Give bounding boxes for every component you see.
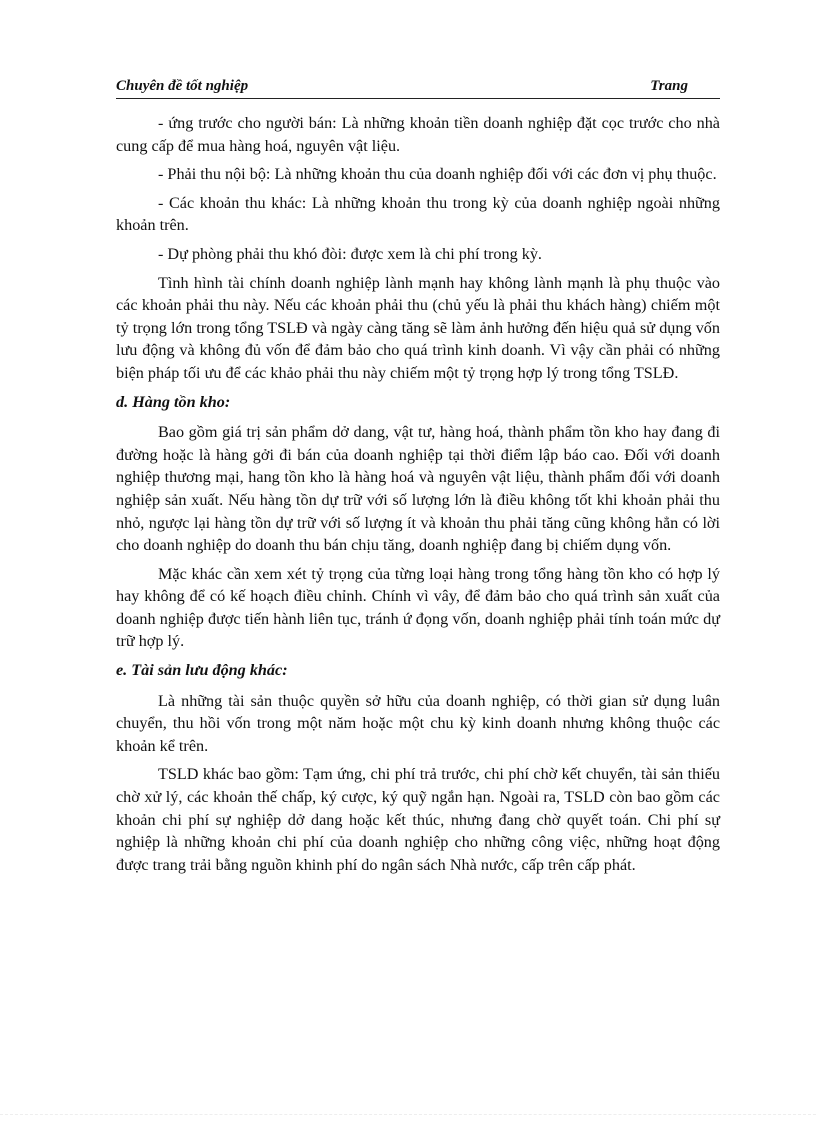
paragraph-other-assets-items: TSLD khác bao gồm: Tạm ứng, chi phí trả trước, chi phí chờ kết chuyển, tài sản thiếu chờ xử lý, các khoản thế chấp, ký cược, ký quỹ ngắn hạn. Ngoài ra, TSLD còn bao gồm các khoản chi phí sự nghiệp dở dang hoặc kết thúc, nhưng đang chờ quyết toán. Chi phí sự nghiệp là những khoản chi phí của doanh nghiệp cho những công việc, những hoạt động được trang trải bằng nguồn khinh phí do ngân sách Nhà nước, cấp trên cấp phát. bbox=[116, 765, 720, 874]
page-label: Trang bbox=[650, 78, 688, 94]
paragraph-advance-to-seller: - ứng trước cho người bán: Là những khoản tiền doanh nghiệp đặt cọc trước cho nhà cung cấp để mua hàng hoá, nguyên vật liệu. bbox=[116, 114, 720, 155]
heading-other-current-assets: e. Tài sản lưu động khác: bbox=[116, 661, 288, 680]
heading-inventory: d. Hàng tồn kho: bbox=[116, 392, 231, 411]
paragraph-other-assets-definition: Là những tài sản thuộc quyền sở hữu của doanh nghiệp, có thời gian sử dụng luân chuyển, thu hồi vốn trong một năm hoặc một chu kỳ kinh doanh nhưng không thuộc các khoản kể trên. bbox=[116, 691, 720, 755]
paragraph-bad-debt-provision: - Dự phòng phải thu khó đòi: được xem là chi phí trong kỳ. bbox=[158, 244, 542, 263]
paragraph-financial-health: Tình hình tài chính doanh nghiệp lành mạnh hay không lành mạnh là phụ thuộc vào các khoản phải thu này. Nếu các khoản phải thu (chủ yếu là phải thu khách hàng) chiếm một tỷ trọng lớn trong tổng TSLĐ và ngày càng tăng sẽ làm ảnh hưởng đến hiệu quả sử dụng vốn lưu động và không đủ vốn để đảm bảo cho quá trình kinh doanh. Vì vậy cần phải có những biện pháp tối ưu để các khảo phải thu này chiếm một tỷ trọng hợp lý trong tổng TSLĐ. bbox=[116, 273, 720, 382]
page-bottom-rule bbox=[0, 1114, 816, 1115]
paragraph-internal-receivables: - Phải thu nội bộ: Là những khoản thu của doanh nghiệp đối với các đơn vị phụ thuộc. bbox=[158, 165, 717, 184]
paragraph-inventory-proportion: Mặc khác cần xem xét tỷ trọng của từng loại hàng trong tổng hàng tồn kho có hợp lý hay không để có kế hoạch điều chỉnh. Chính vì vây, để đảm bảo cho quá trình sản xuất của doanh nghiệp được tiến hành liên tục, tránh ứ đọng vốn, doanh nghiệp phải tính toán mức dự trữ hợp lý. bbox=[116, 564, 720, 651]
page-header bbox=[116, 76, 720, 99]
paragraph-inventory-definition: Bao gồm giá trị sản phẩm dở dang, vật tư, hàng hoá, thành phẩm tồn kho hay đang đi đường hoặc là hàng gởi đi bán của doanh nghiệp tại thời điểm lập báo cao. Đối với doanh nghiệp thương mại, hang tồn kho là hàng hoá và nguyên vật liệu, thành phẩm đối với doanh nghiệp sản xuất. Nếu hàng tồn dự trữ với số lượng lớn là điều không tốt khi khoản phải thu nhỏ, ngược lại hàng tồn dự trữ với số lượng ít và khoản thu phải tăng cũng không hẳn có lời cho doanh nghiệp do doanh thu bán chịu tăng, doanh nghiệp đang bị chiếm dụng vốn. bbox=[116, 423, 720, 555]
paragraph-other-receivables: - Các khoản thu khác: Là những khoản thu trong kỳ của doanh nghiệp ngoài những khoản trên. bbox=[116, 193, 720, 235]
document-title: Chuyên đề tốt nghiệp bbox=[116, 78, 249, 94]
document-body bbox=[116, 112, 720, 882]
